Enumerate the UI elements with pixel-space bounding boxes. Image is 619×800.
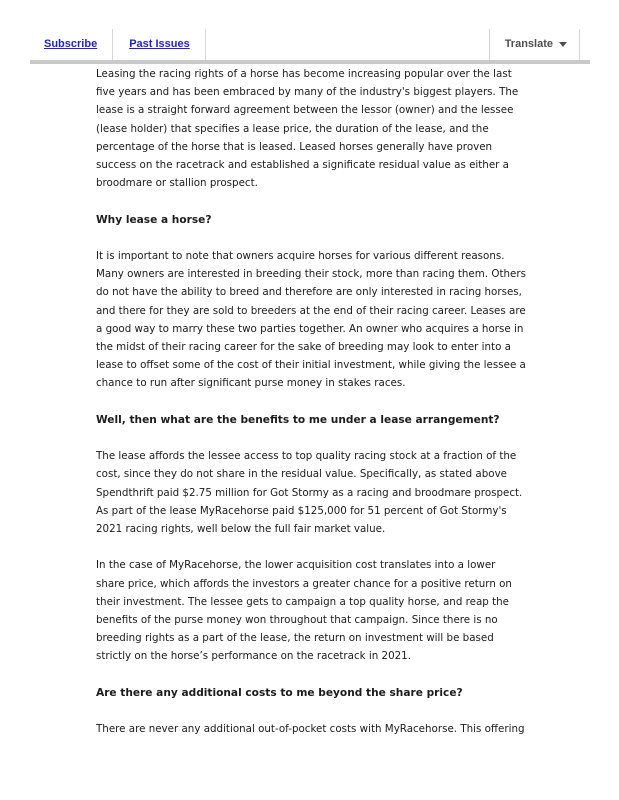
- section-heading: Well, then what are the benefits to me under a lease arrangement?: [96, 413, 500, 426]
- section-heading: Why lease a horse?: [96, 213, 212, 226]
- subscribe-link[interactable]: Subscribe: [30, 29, 113, 60]
- past-issues-link[interactable]: Past Issues: [113, 29, 206, 60]
- article-paragraph: There are never any additional out-of-pocket costs with MyRacehorse. This offering: [96, 723, 525, 736]
- translate-label: Translate: [504, 38, 553, 50]
- article-body: [96, 65, 526, 757]
- article-paragraph: In the case of MyRacehorse, the lower acquisition cost translates into a lower share price, which affords the investors a greater chance for a positive return on their investment. The lessee gets to campaign a top quality horse, and reap the benefits of the purse money won throughout that campaign. Since there is no breeding rights as a part of the lease, the return on investment will be based strictly on the horse’s performance on the racetrack in 2021.: [96, 559, 512, 663]
- top-nav-bar: [30, 29, 590, 60]
- section-heading: Are there any additional costs to me beyond the share price?: [96, 686, 463, 699]
- article-paragraph: Leasing the racing rights of a horse has become increasing popular over the last five years and has been embraced by many of the industry's biggest players. The lease is a straight forward agreement between the lessor (owner) and the lessee (lease holder) that specifies a lease price, the duration of the lease, and the percentage of the horse that is leased. Leased horses generally have proven success on the racetrack and established a significate residual value as either a broodmare or stallion prospect.: [96, 68, 519, 190]
- chevron-down-icon: [559, 42, 567, 47]
- translate-dropdown[interactable]: [489, 29, 580, 60]
- article-paragraph: The lease affords the lessee access to top quality racing stock at a fraction of the cost, since they do not share in the residual value. Specifically, as stated above Spendthrift paid $2.75 million for Got Stormy as a racing and broodmare prospect. As part of the lease MyRacehorse paid $125,000 for 51 percent of Got Stormy's 2021 racing rights, well below the full fair market value.: [96, 450, 523, 536]
- article-paragraph: It is important to note that owners acquire horses for various different reasons. Many owners are interested in breeding their stock, more than racing them. Others do not have the ability to breed and therefore are only interested in racing horses, and there for they are sold to breeders at the end of their racing career. Leases are a good way to marry these two parties together. An owner who acquires a horse in the midst of their racing career for the sake of breeding may look to enter into a lease to offset some of the cost of their initial investment, while giving the lessee a chance to run after significant purse money in stakes races.: [96, 250, 526, 390]
- header-divider: [30, 60, 590, 64]
